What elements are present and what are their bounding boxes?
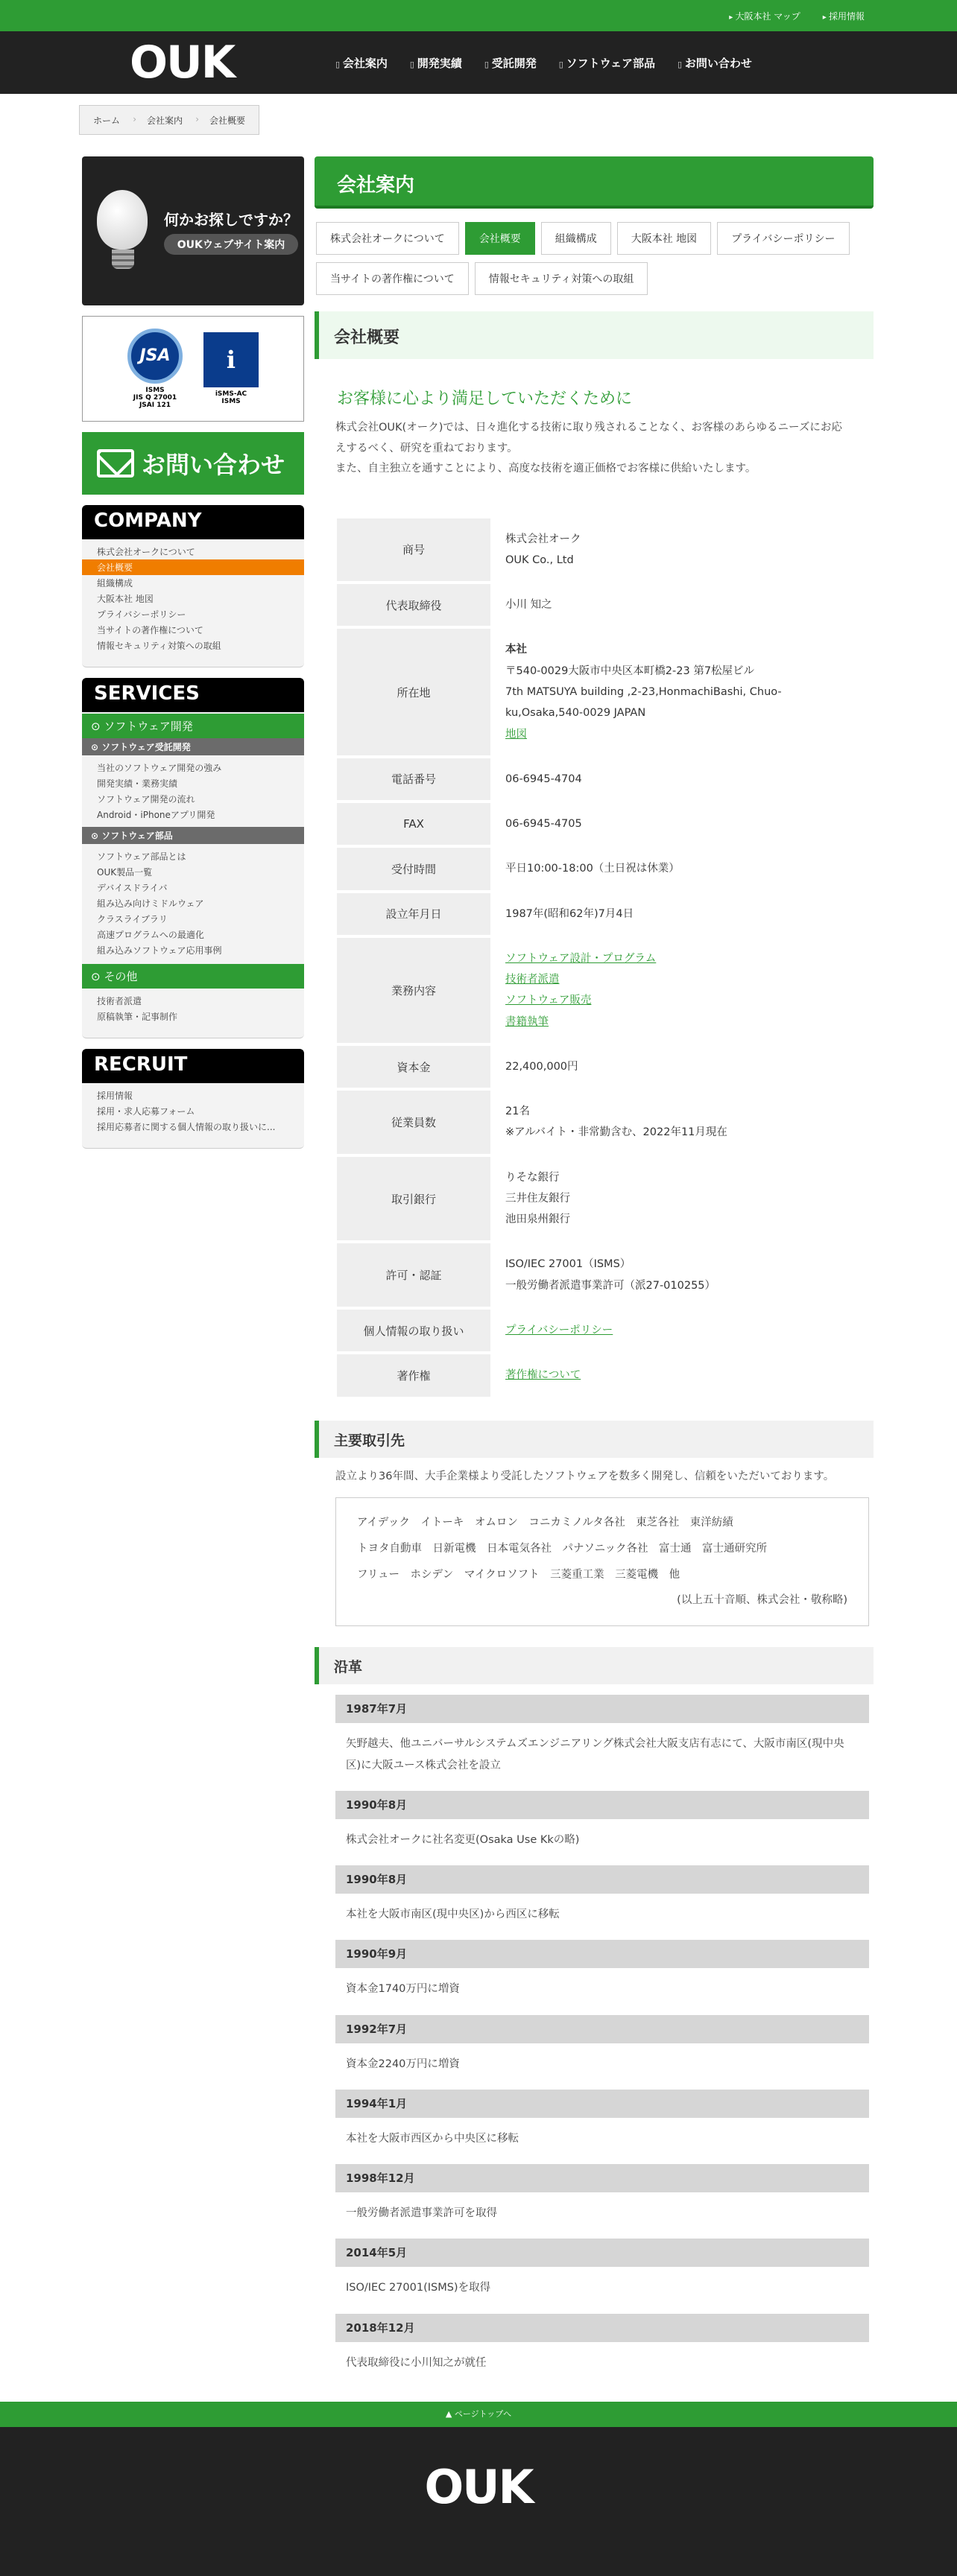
page-top-bar: [0, 2402, 957, 2427]
isms-ac-caption: ISMS: [221, 398, 241, 405]
clients-line: フリュー ホシデン マイクロソフト 三菱重工業 三菱電機 他: [357, 1568, 680, 1581]
arrow-up-icon: ▲: [445, 2408, 455, 2419]
history-year: 2018年12月: [335, 2314, 869, 2342]
row-value: OUK Co., Ltd: [505, 553, 574, 566]
privacy-link[interactable]: プライバシーポリシー: [505, 1325, 613, 1337]
lead-heading: お客様に心より満足していただくために: [337, 390, 633, 408]
history-year: 1987年7月: [335, 1695, 869, 1723]
table-row: [337, 1157, 851, 1241]
lightbulb-icon: [97, 190, 149, 272]
company-menu-item-active[interactable]: 会社概要: [82, 559, 304, 575]
nav-company[interactable]: ▯ 会社案内: [335, 55, 388, 71]
nav-software-parts[interactable]: ▯ ソフトウェア部品: [559, 55, 655, 71]
breadcrumb: [79, 105, 259, 135]
row-label: 資本金: [337, 1046, 493, 1088]
isms-ac-logo: ℹ: [203, 332, 259, 387]
company-menu-item[interactable]: 株式会社オークについて: [97, 547, 195, 557]
isms-ac-title: iSMS-AC: [215, 390, 247, 398]
site-guide-subtitle: OUKウェブサイト案内: [164, 234, 298, 255]
business-link[interactable]: ソフトウェア販売: [505, 994, 592, 1007]
tab-copyright[interactable]: 当サイトの著作権について: [316, 262, 469, 295]
row-label: 設立年月日: [337, 893, 493, 935]
tab-security[interactable]: 情報セキュリティ対策への取組: [475, 262, 648, 295]
tab-about[interactable]: 株式会社オークについて: [316, 222, 459, 255]
services-menu: [82, 678, 304, 1038]
history-event: 本社を大阪市南区(現中央区)から西区に移転: [346, 1909, 560, 1921]
row-label: 受付時間: [337, 848, 493, 889]
services-menu-item[interactable]: ソフトウェア開発の流れ: [97, 794, 195, 805]
table-row: [337, 1243, 851, 1307]
history-year: 1990年8月: [335, 1865, 869, 1894]
breadcrumb-current: 会社概要: [209, 115, 246, 126]
row-label: 業務内容: [337, 938, 493, 1043]
site-logo[interactable]: OUK: [130, 37, 235, 89]
row-value: 三井住友銀行: [505, 1192, 570, 1205]
site-guide-title: 何かお探しですか？: [164, 210, 298, 229]
main-content: [315, 146, 874, 2388]
jsa-badge: [127, 329, 183, 409]
recruit-menu: [82, 1049, 304, 1149]
services-menu-item[interactable]: デバイスドライバ: [97, 883, 168, 893]
site-footer: [0, 2427, 957, 2576]
site-guide-banner[interactable]: [82, 156, 304, 305]
copyright-link[interactable]: 著作権について: [505, 1369, 581, 1382]
section-title: 会社概要: [315, 311, 874, 359]
history-year: 1998年12月: [335, 2164, 869, 2192]
row-value: 7th MATSUYA building ,2-23,HonmachiBashi, Chuo-: [505, 685, 782, 698]
tab-overview[interactable]: 会社概要: [465, 222, 535, 255]
services-category-other[interactable]: ⊙ その他: [82, 964, 304, 989]
row-label: 取引銀行: [337, 1157, 493, 1241]
nav-contract-dev[interactable]: ▯ 受託開発: [484, 55, 537, 71]
nav-contact[interactable]: ▯ お問い合わせ: [678, 55, 752, 71]
page-top-link[interactable]: ページトップへ: [454, 2408, 512, 2419]
history-year: 1992年7月: [335, 2015, 869, 2043]
services-menu-item[interactable]: 組み込みソフトウェア応用事例: [97, 945, 222, 956]
recruit-menu-item[interactable]: 採用情報: [97, 1091, 133, 1101]
services-menu-item[interactable]: ソフトウェア部品とは: [97, 851, 186, 862]
footer-logo[interactable]: OUK: [424, 2459, 533, 2514]
table-row: [337, 1091, 851, 1154]
services-category-software[interactable]: ⊙ ソフトウェア開発: [82, 714, 304, 738]
row-label: 著作権: [337, 1354, 493, 1396]
clients-title: 主要取引先: [315, 1421, 874, 1458]
row-label: 個人情報の取り扱い: [337, 1310, 493, 1351]
table-row: [337, 758, 851, 800]
services-menu-item[interactable]: 開発実績・業務実績: [97, 778, 178, 789]
osaka-map-link[interactable]: ▸ 大阪本社 マップ: [729, 10, 800, 22]
row-label: FAX: [337, 803, 493, 845]
row-value: 一般労働者派遣事業許可（派27-010255）: [505, 1279, 716, 1292]
row-label: 許可・認証: [337, 1243, 493, 1307]
history-event: 一般労働者派遣事業許可を取得: [346, 2207, 497, 2220]
row-value: ISO/IEC 27001（ISMS）: [505, 1258, 631, 1271]
services-sub-parts[interactable]: ⊙ ソフトウェア部品: [82, 827, 304, 844]
company-menu: [82, 505, 304, 667]
services-menu-item[interactable]: 原稿執筆・記事制作: [97, 1012, 178, 1022]
breadcrumb-company[interactable]: 会社案内 ›: [133, 114, 196, 127]
mail-icon: [97, 449, 134, 478]
row-value: 22,400,000円: [505, 1060, 578, 1073]
row-value: ku,Osaka,540-0029 JAPAN: [505, 707, 646, 720]
company-menu-title: COMPANY: [82, 505, 304, 539]
clients-line: トヨタ自動車 日新電機 日本電気各社 パナソニック各社 富士通 富士通研究所: [357, 1542, 767, 1555]
tab-privacy[interactable]: プライバシーポリシー: [717, 222, 849, 255]
table-row: [337, 629, 851, 755]
history-event: 矢野越夫、他ユニバーサルシステムズエンジニアリング株式会社大阪支店有志にて、大阪市南区(現中央区)に大阪ユース株式会社を設立: [346, 1738, 844, 1771]
history-event: 資本金2240万円に増資: [346, 2058, 460, 2070]
services-sub-contract[interactable]: ⊙ ソフトウェア受託開発: [82, 738, 304, 755]
map-link[interactable]: 地図: [505, 728, 527, 740]
row-value: 平日10:00-18:00（土日祝は休業）: [505, 863, 680, 875]
recruit-link[interactable]: ▸ 採用情報: [823, 10, 865, 22]
row-value: 06-6945-4704: [505, 773, 582, 785]
business-link[interactable]: ソフトウェア設計・プログラム: [505, 952, 657, 965]
isms-certification-banner[interactable]: [82, 316, 304, 422]
breadcrumb-home[interactable]: ホーム ›: [80, 114, 133, 127]
services-menu-title: SERVICES: [82, 678, 304, 712]
services-menu-item[interactable]: クラスライブラリ: [97, 914, 168, 924]
table-row: [337, 803, 851, 845]
row-value: 本社: [505, 644, 527, 656]
history-event: 株式会社オークに社名変更(Osaka Use Kkの略): [346, 1833, 580, 1846]
table-row: [337, 893, 851, 935]
page-title: 会社案内: [315, 156, 874, 209]
row-label: 代表取締役: [337, 584, 493, 626]
row-value: 池田泉州銀行: [505, 1214, 570, 1226]
company-menu-item[interactable]: 大阪本社 地図: [97, 594, 154, 604]
row-value: 株式会社オーク: [505, 533, 581, 545]
tab-organization[interactable]: 組織構成: [541, 222, 611, 255]
table-row: [337, 848, 851, 889]
history-year: 2014年5月: [335, 2239, 869, 2267]
history-year: 1990年9月: [335, 1940, 869, 1968]
services-menu-item[interactable]: 組み込み向けミドルウェア: [97, 898, 204, 909]
isms-ac-badge: [203, 332, 259, 405]
row-value: りそな銀行: [505, 1171, 560, 1184]
row-label: 所在地: [337, 629, 493, 755]
clients-note: (以上五十音順、株式会社・敬称略): [677, 1594, 847, 1607]
top-utility-bar: [0, 0, 957, 31]
row-label: 電話番号: [337, 758, 493, 800]
nav-achievements[interactable]: ▯ 開発実績: [410, 55, 462, 71]
jsa-logo: JSA: [127, 329, 183, 384]
services-menu-item[interactable]: 高速プログラムへの最適化: [97, 930, 204, 940]
history-title: 沿革: [315, 1647, 874, 1684]
history-event: ISO/IEC 27001(ISMS)を取得: [346, 2282, 491, 2294]
row-value: 06-6945-4705: [505, 818, 582, 831]
company-tabs: [316, 222, 866, 295]
table-row: [337, 1310, 851, 1351]
row-label: 従業員数: [337, 1091, 493, 1154]
clients-intro: 設立より36年間、大手企業様より受託したソフトウェアを数多く開発し、信頼をいただいております。: [335, 1470, 835, 1482]
business-link[interactable]: 技術者派遣: [505, 974, 560, 986]
table-row: [337, 518, 851, 582]
global-nav: [335, 55, 752, 71]
row-label: 商号: [337, 518, 493, 582]
company-info-table: [337, 515, 851, 1400]
recruit-menu-item[interactable]: 採用応募者に関する個人情報の取り扱いに...: [97, 1122, 276, 1132]
history-list: [335, 1695, 869, 2388]
tab-map[interactable]: 大阪本社 地図: [617, 222, 711, 255]
company-menu-item[interactable]: 情報セキュリティ対策への取組: [97, 641, 221, 651]
services-menu-item[interactable]: OUK製品一覧: [97, 867, 153, 878]
business-link[interactable]: 書籍執筆: [505, 1015, 549, 1028]
contact-banner[interactable]: [82, 432, 304, 495]
recruit-menu-title: RECRUIT: [82, 1049, 304, 1083]
row-value: 小川 知之: [505, 599, 552, 612]
clients-line: アイデック イトーキ オムロン コニカミノルタ各社 東芝各社 東洋紡績: [357, 1517, 733, 1529]
table-row: [337, 584, 851, 626]
table-row: [337, 1354, 851, 1396]
recruit-menu-item[interactable]: 採用・求人応募フォーム: [97, 1106, 195, 1117]
history-event: 資本金1740万円に増資: [346, 1983, 460, 1996]
company-menu-item[interactable]: 当サイトの著作権について: [97, 625, 203, 635]
clients-list: [335, 1497, 869, 1626]
row-value: ※アルバイト・非常勤含む、2022年11月現在: [505, 1126, 727, 1139]
history-year: 1990年8月: [335, 1791, 869, 1819]
history-year: 1994年1月: [335, 2090, 869, 2118]
company-menu-item[interactable]: 組織構成: [97, 578, 133, 589]
company-menu-item[interactable]: プライバシーポリシー: [97, 609, 186, 620]
jsa-caption: ISMS JIS Q 27001 JSAI 121: [133, 387, 177, 409]
sidebar: [82, 146, 304, 2388]
intro-text: 株式会社OUK(オーク)では、日々進化する技術に取り残されることなく、お客様のあらゆるニーズにお応えするべく、研究を重ねております。 また、自主独立を通すことにより、高度な技術を適正価格でお客様に供給いたします。: [335, 422, 842, 475]
contact-label: お問い合わせ: [142, 451, 285, 479]
history-event: 本社を大阪市西区から中央区に移転: [346, 2132, 519, 2145]
history-event: 代表取締役に小川知之が就任: [346, 2356, 487, 2369]
row-value: 1987年(昭和62年)7月4日: [505, 907, 634, 920]
row-value: 〒540-0029大阪市中央区本町橋2-23 第7松屋ビル: [505, 664, 755, 677]
table-row: [337, 1046, 851, 1088]
services-menu-item[interactable]: 当社のソフトウェア開発の強み: [97, 763, 222, 773]
row-value: 21名: [505, 1105, 530, 1118]
table-row: [337, 938, 851, 1043]
services-menu-item[interactable]: 技術者派遣: [97, 996, 142, 1006]
site-header: [0, 31, 957, 94]
services-menu-item[interactable]: Android・iPhoneアプリ開発: [97, 810, 215, 820]
